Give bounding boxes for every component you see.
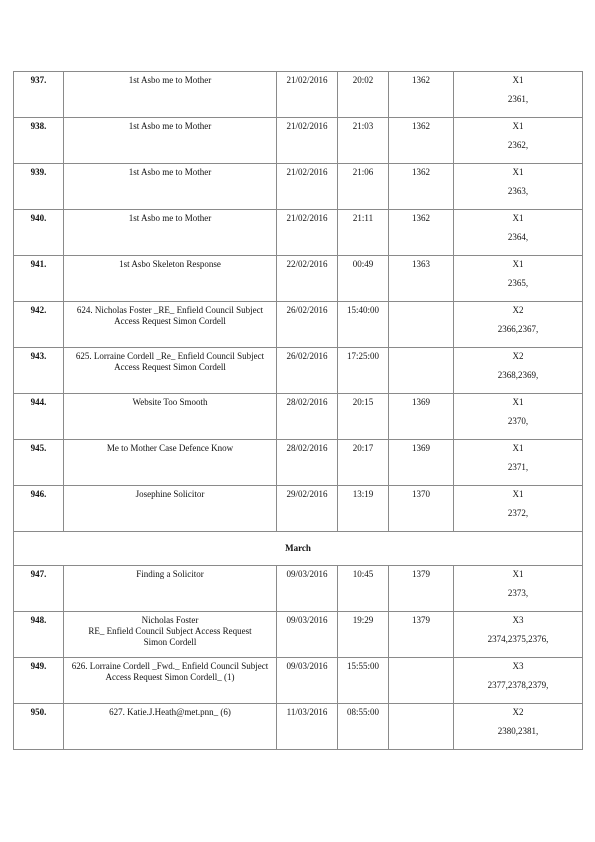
entry-time: 10:45 [338,566,389,612]
month-row [14,532,583,566]
entry-reference-id: 1369 [389,440,454,486]
table-row [14,348,583,394]
entry-reference-id: 1370 [389,486,454,532]
month-label: March [14,532,583,566]
entry-reference-id: 1362 [389,210,454,256]
entry-count: X1 [512,167,524,177]
entry-title: 624. Nicholas Foster _RE_ Enfield Council Subject Access Request Simon Cordell [64,302,277,348]
entry-number: 937. [14,72,64,118]
table-row [14,440,583,486]
entry-title: 625. Lorraine Cordell _Re_ Enfield Council Subject Access Request Simon Cordell [64,348,277,394]
entry-reference-id: 1379 [389,612,454,658]
entry-date: 11/03/2016 [277,704,338,750]
entry-time: 19:29 [338,612,389,658]
table-row [14,256,583,302]
entry-time: 21:11 [338,210,389,256]
entry-count: X1 [512,121,524,131]
table-row [14,658,583,704]
entry-count-cell [454,164,583,210]
entry-title: Me to Mother Case Defence Know [64,440,277,486]
entry-count: X3 [512,661,524,671]
entry-title: Nicholas Foster RE_ Enfield Council Subject Access Request Simon Cordell [64,612,277,658]
entry-count: X1 [512,213,524,223]
entry-count: X1 [512,259,524,269]
table-row [14,164,583,210]
entry-count-cell [454,72,583,118]
entry-time: 20:17 [338,440,389,486]
entry-reference-id [389,704,454,750]
entry-title: 1st Asbo Skeleton Response [64,256,277,302]
entry-reference-id: 1362 [389,164,454,210]
entry-time: 20:15 [338,394,389,440]
table-row [14,118,583,164]
entry-date: 21/02/2016 [277,118,338,164]
entry-date: 21/02/2016 [277,164,338,210]
entry-date: 21/02/2016 [277,210,338,256]
table-row [14,486,583,532]
entry-number: 942. [14,302,64,348]
entry-reference-id [389,348,454,394]
entry-count: X1 [512,489,524,499]
entry-title: 1st Asbo me to Mother [64,164,277,210]
entry-title: 627. Katie.J.Heath@met.pnn_ (6) [64,704,277,750]
entry-page-refs: 2361, [507,94,529,104]
entry-title: Website Too Smooth [64,394,277,440]
entry-count: X1 [512,443,524,453]
entry-page-refs: 2374,2375,2376, [487,634,549,644]
entry-page-refs: 2372, [507,508,529,518]
entry-page-refs: 2362, [507,140,529,150]
entry-reference-id: 1379 [389,566,454,612]
entry-number: 948. [14,612,64,658]
entry-date: 22/02/2016 [277,256,338,302]
entry-count: X1 [512,397,524,407]
table-row [14,302,583,348]
entry-count-cell [454,256,583,302]
entry-number: 940. [14,210,64,256]
entry-count-cell [454,658,583,704]
entry-count: X3 [512,615,524,625]
entry-page-refs: 2377,2378,2379, [487,680,549,690]
entry-time: 15:40:00 [338,302,389,348]
entry-time: 17:25:00 [338,348,389,394]
entry-page-refs: 2373, [507,588,529,598]
entry-count-cell [454,486,583,532]
table-row [14,566,583,612]
entry-time: 20:02 [338,72,389,118]
entry-count-cell [454,118,583,164]
entry-count-cell [454,566,583,612]
entry-time: 00:49 [338,256,389,302]
entry-page-refs: 2363, [507,186,529,196]
entry-count: X1 [512,569,524,579]
entry-number: 939. [14,164,64,210]
entry-date: 26/02/2016 [277,348,338,394]
table-row [14,704,583,750]
entry-page-refs: 2365, [507,278,529,288]
entry-count-cell [454,302,583,348]
entry-number: 949. [14,658,64,704]
entry-reference-id: 1363 [389,256,454,302]
entry-date: 28/02/2016 [277,394,338,440]
entry-reference-id: 1362 [389,118,454,164]
entry-date: 09/03/2016 [277,612,338,658]
table-body-february [14,72,583,532]
entry-number: 938. [14,118,64,164]
entry-reference-id: 1369 [389,394,454,440]
entry-time: 08:55:00 [338,704,389,750]
month-section [14,532,583,566]
entry-time: 13:19 [338,486,389,532]
entry-count-cell [454,210,583,256]
entry-date: 28/02/2016 [277,440,338,486]
entry-page-refs: 2366,2367, [497,324,539,334]
entry-time: 21:03 [338,118,389,164]
entry-number: 950. [14,704,64,750]
entry-title: Josephine Solicitor [64,486,277,532]
evidence-log-table [13,71,583,750]
entry-number: 945. [14,440,64,486]
entry-page-refs: 2380,2381, [497,726,539,736]
entry-page-refs: 2368,2369, [497,370,539,380]
entry-count-cell [454,612,583,658]
entry-date: 21/02/2016 [277,72,338,118]
table-row [14,72,583,118]
entry-title: 1st Asbo me to Mother [64,72,277,118]
entry-count-cell [454,440,583,486]
entry-time: 15:55:00 [338,658,389,704]
entry-count: X1 [512,75,524,85]
entry-count-cell [454,704,583,750]
entry-count: X2 [512,351,524,361]
entry-page-refs: 2364, [507,232,529,242]
entry-reference-id: 1362 [389,72,454,118]
entry-count-cell [454,348,583,394]
entry-reference-id [389,658,454,704]
entry-title: 626. Lorraine Cordell _Fwd._ Enfield Council Subject Access Request Simon Cordell_ (1) [64,658,277,704]
entry-title: Finding a Solicitor [64,566,277,612]
entry-number: 943. [14,348,64,394]
entry-number: 947. [14,566,64,612]
entry-number: 946. [14,486,64,532]
entry-page-refs: 2370, [507,416,529,426]
entry-date: 29/02/2016 [277,486,338,532]
entry-number: 944. [14,394,64,440]
table-row [14,210,583,256]
entry-page-refs: 2371, [507,462,529,472]
table-row [14,394,583,440]
entry-count: X2 [512,707,524,717]
table-body-march [14,566,583,750]
entry-date: 26/02/2016 [277,302,338,348]
entry-date: 09/03/2016 [277,566,338,612]
entry-title: 1st Asbo me to Mother [64,210,277,256]
entry-count-cell [454,394,583,440]
entry-number: 941. [14,256,64,302]
entry-reference-id [389,302,454,348]
entry-title: 1st Asbo me to Mother [64,118,277,164]
entry-time: 21:06 [338,164,389,210]
table-row [14,612,583,658]
entry-date: 09/03/2016 [277,658,338,704]
entry-count: X2 [512,305,524,315]
